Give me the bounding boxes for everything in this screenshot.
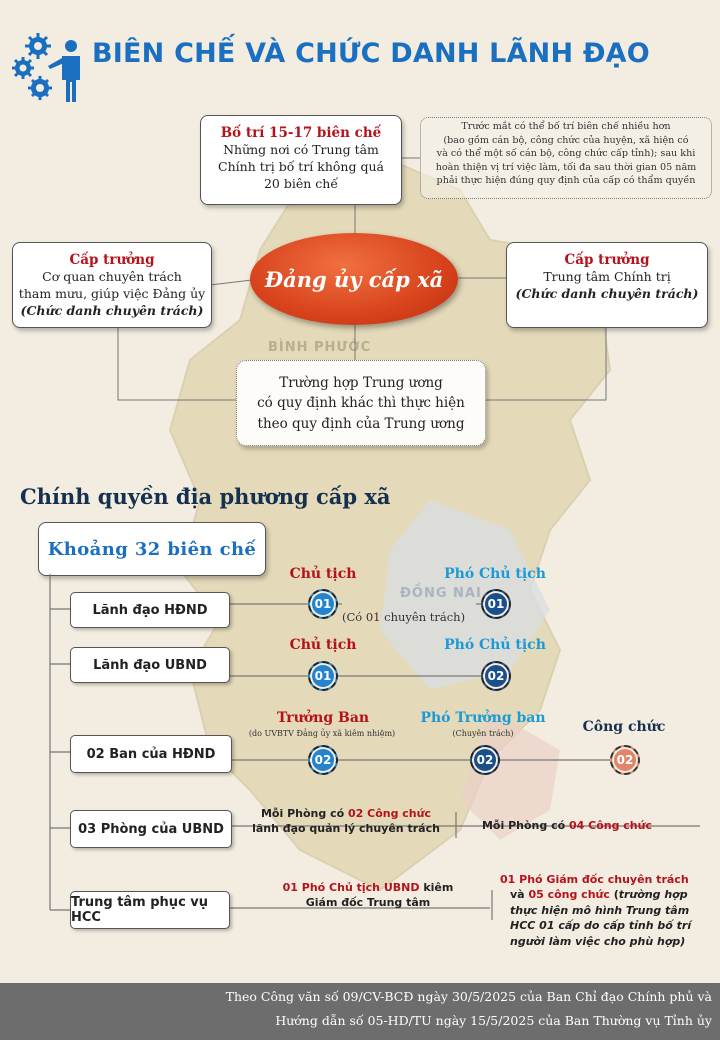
right-head-title: Cấp trưởng [564, 252, 650, 268]
footer [0, 983, 720, 1040]
note-line1: Trước mắt có thể bố trí biên chế nhiều hơn [461, 121, 671, 132]
left-head-line3: (Chức danh chuyên trách) [20, 302, 204, 318]
central-rule-line3: theo quy định của Trung ương [257, 415, 465, 432]
row3-col2-sub: (Chuyên trách) [452, 729, 514, 738]
row3-col2-title: Phó Trưởng ban [420, 710, 546, 726]
row5-text1-c: Giám đốc Trung tâm [305, 896, 431, 910]
left-head-line2: tham mưu, giúp việc Đảng ủy [18, 286, 206, 302]
row3-col1-value: 02 [308, 745, 338, 775]
row5-text2-b: và [510, 888, 529, 902]
staffing-line1: Những nơi có Trung tâm [223, 142, 379, 158]
row4-text1 [232, 806, 460, 837]
staffing-box [200, 115, 402, 205]
row5-text1-a: 01 Phó Chủ tịch UBND [282, 881, 420, 894]
row5-text2 [500, 872, 716, 949]
footer-line2: Hướng dẫn số 05-HD/TU ngày 15/5/2025 của Ban Thường vụ Tỉnh ủy [275, 1013, 712, 1028]
row5-text2-g: HCC 01 cấp do cấp tỉnh bố trí [510, 919, 692, 933]
row4-text1-b: 02 Công chức [347, 807, 431, 820]
staffing-title: Bố trí 15-17 biên chế [220, 125, 382, 141]
row5-text2-a: 01 Phó Giám đốc chuyên trách [500, 873, 689, 886]
row2-col2-value: 02 [481, 661, 511, 691]
note-line2: (bao gồm cán bộ, công chức của huyện, xã hiện có [443, 134, 689, 146]
right-head-box [506, 242, 708, 328]
row5-text2-e: trường hợp [618, 888, 688, 902]
footer-line1: Theo Công văn số 09/CV-BCĐ ngày 30/5/2025 của Ban Chỉ đạo Chính phủ và [225, 989, 712, 1004]
staffing-line3: 20 biên chế [263, 175, 339, 191]
row2-col2-title: Phó Chủ tịch [444, 637, 546, 653]
row5-text1 [268, 880, 468, 911]
row3-col2-value: 02 [470, 745, 500, 775]
row3-col1-title: Trưởng Ban [276, 710, 370, 726]
row5-text2-f: thực hiện mô hình Trung tâm [510, 903, 690, 917]
row5-text2-d: ( [609, 888, 619, 902]
page-title: BIÊN CHẾ VÀ CHỨC DANH LÃNH ĐẠO [92, 38, 650, 69]
note-line5: phải thực hiện đúng quy định của cấp có thẩm quyền [436, 175, 696, 187]
row1-col2-value: 01 [481, 589, 511, 619]
row5-text2-h: người làm việc cho phù hợp) [510, 934, 686, 948]
row4-text1-a: Mỗi Phòng có [260, 807, 348, 820]
row3-col1-sub: (do UVBTV Đảng ủy xã kiêm nhiệm) [248, 729, 396, 738]
row-hdnd-leaders: Lãnh đạo HĐND [70, 592, 230, 628]
staffing-line2: Chính trị bố trí không quá [218, 159, 384, 175]
row2-col1-value: 01 [308, 661, 338, 691]
row-hcc-center: Trung tâm phục vụ HCC [70, 891, 230, 929]
staffing-note [420, 117, 712, 199]
row1-col1-title: Chủ tịch [289, 566, 357, 582]
section-title: Chính quyền địa phương cấp xã [20, 484, 391, 509]
total-staff-box: Khoảng 32 biên chế [38, 522, 266, 576]
right-head-line1: Trung tâm Chính trị [543, 269, 671, 285]
row2-col1-title: Chủ tịch [289, 637, 357, 653]
map-label-binh-phuoc: BÌNH PHƯỚC [268, 340, 372, 355]
row3-col3-title: Công chức [582, 719, 666, 735]
map-label-dong-nai: ĐỒNG NAI [400, 586, 482, 601]
central-rule-line1: Trường hợp Trung ương [279, 375, 443, 391]
party-committee-node: Đảng ủy cấp xã [250, 233, 458, 325]
row5-text1-b: kiêm [419, 881, 454, 894]
row1-col2-title: Phó Chủ tịch [444, 566, 546, 582]
row1-middle-note: (Có 01 chuyên trách) [342, 610, 466, 624]
row3-col3-value: 02 [610, 745, 640, 775]
row-ubnd-leaders: Lãnh đạo UBND [70, 647, 230, 683]
row-ubnd-departments: 03 Phòng của UBND [70, 810, 232, 848]
central-rule-box [236, 360, 486, 446]
row4-text2-b: 04 Công chức [568, 819, 652, 832]
left-head-box [12, 242, 212, 328]
central-rule-line2: có quy định khác thì thực hiện [257, 395, 465, 412]
note-line4: hoàn thiện vị trí việc làm, tối đa sau thời gian 05 năm [435, 161, 697, 173]
left-head-title: Cấp trưởng [69, 252, 155, 268]
row4-text2 [462, 818, 672, 833]
row-hdnd-boards: 02 Ban của HĐND [70, 735, 232, 773]
row5-text2-c: 05 công chức [528, 888, 610, 902]
left-head-line1: Cơ quan chuyên trách [42, 269, 182, 285]
note-line3: và có thể một số cán bộ, công chức cấp tỉnh); sau khi [436, 148, 696, 160]
row1-col1-value: 01 [308, 589, 338, 619]
row4-text1-c: lãnh đạo quản lý chuyên trách [252, 822, 440, 836]
row4-text2-a: Mỗi Phòng có [481, 819, 569, 832]
right-head-line2: (Chức danh chuyên trách) [515, 286, 699, 302]
